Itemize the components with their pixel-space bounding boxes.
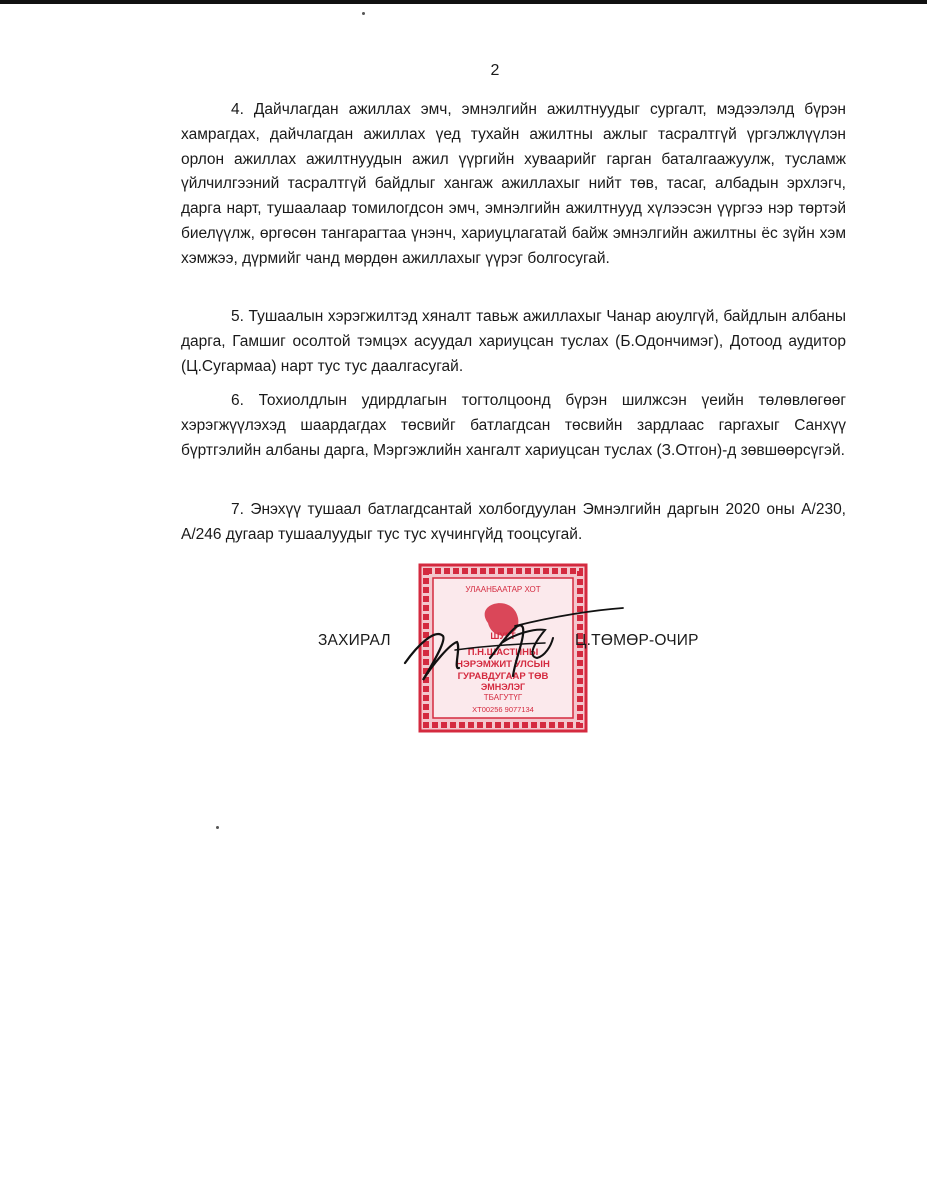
paragraph-4: 4. Дайчлагдан ажиллах эмч, эмнэлгийн ажилтнуудыг сургалт, мэдээлэлд бүрэн хамрагдах, дайчлагдан ажиллах үед тухайн ажилтны ажлыг тасралтгүй үргэлжлүүлэн орлон ажиллах ажилтнуудын ажил үүргийн хуваарийг гарган баталгаажуулж, тусламж үйлчилгээний тасралтгүй байдлыг хангаж ажиллахыг нийт төв, тасаг, албадын эрхлэгч, дарга нарт, тушаалаар томилогдсон эмч, эмнэлгийн ажилтнууд хүлээсэн үүргээ нэр төртэй биелүүлж, өргөсөн тангарагтаа үнэнч, хариуцлагатай байж эмнэлгийн ажилтны ёс зүйн хэм хэмжээ, дүрмийг чанд мөрдөн ажиллахыг үүрэг болгосугай. [181, 101, 846, 267]
scan-speck [362, 12, 365, 15]
scan-speck [216, 826, 219, 829]
handwritten-signature [395, 598, 630, 688]
paragraph-7: 7. Энэхүү тушаал батлагдсантай холбогдуулан Эмнэлгийн даргын 2020 оны А/230, А/246 дугаар тушаалуудыг тус тус хүчингүйд тооцсугай. [181, 501, 846, 543]
stamp-line-6: ТБАГУТҮГ [483, 693, 523, 702]
stamp-line-3: НЭРЭМЖИТ УЛСЫН [456, 659, 550, 670]
stamp-top-text: УЛААНБААТАР ХОТ [465, 585, 541, 594]
signatory-title: ЗАХИРАЛ [318, 632, 391, 649]
signatory-name: Ц.ТӨМӨР-ОЧИР [575, 632, 699, 649]
paragraph-6: 6. Тохиолдлын удирдлагын тогтолцоонд бүрэн шилжсэн үеийн төлөвлөгөөг хэрэгжүүлэхэд шаардагдах төсвийг батлагдсан төсвийн зардлаас гаргахыг Санхүү бүртгэлийн албаны дарга, Мэргэжлийн хангалт хариуцсан туслах (З.Отгон)-д зөвшөөрсүгэй. [181, 392, 846, 459]
stamp-line-2: П.Н.ШАСТИНЫ [467, 647, 539, 658]
stamp-bottom-text: ХТ00256 9077134 [472, 705, 534, 714]
stamp-line-4: ГУРАВДУГААР ТӨВ [457, 671, 549, 682]
scan-top-edge [0, 0, 927, 4]
stamp-line-1: ШУГТ [490, 631, 516, 641]
stamp-line-5: ЭМНЭЛЭГ [480, 682, 526, 692]
page-number: 2 [490, 62, 500, 79]
paragraph-5: 5. Тушаалын хэрэгжилтэд хяналт тавьж ажиллахыг Чанар аюулгүй, байдлын албаны дарга, Гамшиг осолтой тэмцэх асуудал хариуцсан туслах (Б.Одончимэг), Дотоод аудитор (Ц.Сугармаа) нарт тус тус даалгасугай. [181, 308, 846, 375]
